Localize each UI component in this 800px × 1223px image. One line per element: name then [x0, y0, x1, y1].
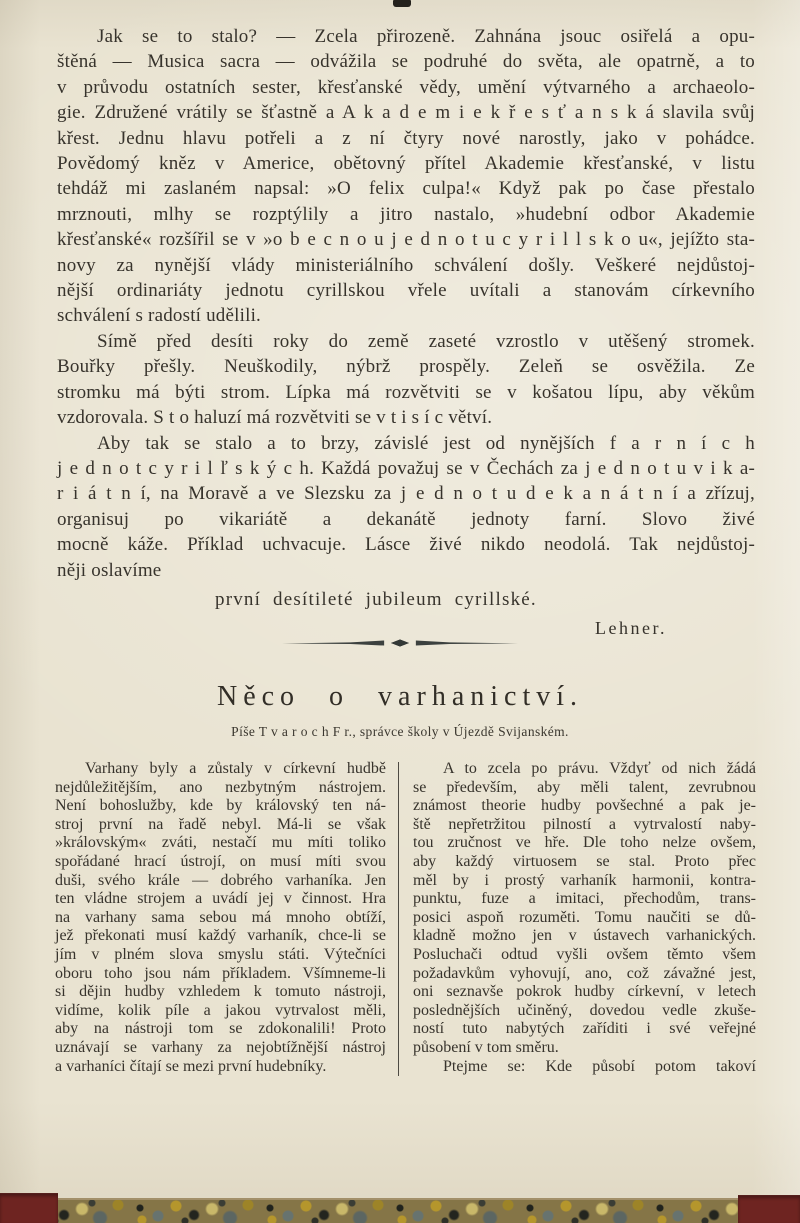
author-signature: Lehner. [595, 618, 667, 639]
column-divider-rule [398, 762, 399, 1076]
paragraph: Aby tak se stalo a to brzy, závislé jest od nynějších f a r n í c h j e d n o t c y r i l ľ s k ý c h. Každá považuj se v Čechách za j e d n o t u v i k a- r i á t n í, na Moravě a ve Slezsku za j e d n o t u d e k a n á t n í a zřízuj, organisuj po vikariátě a dekanátě jednoty farní. Slovo živé mocně káže. Příklad uchvacuje. Lásce živé nikdo neodolá. Tak nejdůstoj- něji oslavíme [57, 432, 755, 581]
binding-edge-strip [0, 1198, 800, 1223]
paragraph: Ptejme se: Kde působí potom takoví [443, 1057, 756, 1075]
marbled-paper-strip [0, 1198, 800, 1223]
section-divider-ornament-icon [281, 634, 519, 652]
article-title: Něco o varhanictví. [216, 681, 584, 712]
paragraph: Varhany byly a zůstaly v církevní hudbě nejdůležitějším, ano nezbytným nástrojem. Není bohoslužby, kde by královský ten ná- stroj první na řadě nebyl. Má-li se však »královským« zváti, nestačí mu míti toliko spořádané hrací ústrojí, on musí míti svou duši, svého krále — dobrého varhaníka. Jen ten vládne strojem a uvádí jej v činnost. Hra na varhany sama sebou má mnoho obtíží, jež překonati musí každý varhaník, chce-li se jím v plném slova smyslu státi. Výtečníci oboru toho jsou nám příkladem. Všímneme-li si dějin hudby vzhledem k tomuto nástroji, vidíme, kolik píle a jakou vytrvalost měli, aby na nástroji tom se zdokonalili! Proto uznávají se varhany za nejobtížnější nástroj a varhaníci čítají se mezi první hudebníky. [55, 760, 386, 1075]
binding-corner-left [0, 1193, 58, 1223]
paragraph: Jak se to stalo? — Zcela přirozeně. Zahnána jsouc osiřelá a opu- štěná — Musica sacra — odvážila se podruhé do světa, ale opatrně, a to v průvodu ostatních sester, křesťanské vědy, umění výtvarného a archaeolo- gie. Združené vrátily se šťastně a A k a d e m i e k ř e s ť a n s k á slavila svůj křest. Jednu hlavu potřeli a z ní čtyry nové narostly, jako v pohádce. Povědomý kněz v Americe, obětovný přítel Akademie křesťanské, v listu tehdáž mi zaslaném napsal: »O felix culpa!« Když pak po čase přestalo mrznouti, mlhy se rozptýlily a jitro nastalo, »hudební odbor Akademie křesťanské« rozšířil se v »o b e c n o u j e d n o t u c y r i l l s k o u«, jejížto sta- novy za nynější vlády ministeriálního schválení došly. Veškeré nejdůstoj- nější ordinariáty jednotu cyrillskou vřele uvítali a stanovám církevního schválení s radostí udělili. [57, 26, 755, 327]
jubilee-line: první desítileté jubileum cyrillské. [215, 588, 537, 610]
ink-smudge [393, 0, 411, 7]
column-left [55, 760, 386, 1076]
paragraph: Símě před desíti roky do země zaseté vzrostlo v utěšený stromek. Bouřky přešly. Neuškodily, nýbrž prospěly. Zeleň se osvěžila. Ze stromku má býti strom. Lípka má rozvětviti se v košatou lípu, aby věkům vzdorovala. S t o haluzí má rozvětviti se v t i s í c větví. [57, 330, 755, 429]
article-byline: Píše T v a r o c h F r., správce školy v Újezdě Svijanském. [231, 724, 569, 739]
binding-corner-right [738, 1195, 800, 1223]
article-lehner [57, 24, 755, 642]
paragraph: A to zcela po právu. Vždyť od nich žádá se především, aby měli talent, zevrubnou známost theorie hudby povšechné a pak je- ště nepřetržitou pilností a vytrvalostí naby- tou zručnost ve hře. Dle toho nelze ovšem, aby každý virtuosem se stal. Proto přec měl by i prostý varhaník harmonii, kontra- punktu, fuze a imitaci, přechodům, trans- posici aspoň rozuměti. Tomu naučiti se dů- kladně možno jen v ústavech varhanických. Posluchači odtud vyšli ovšem těmto všem požadavkům vyhovují, ano, což závažné jest, oni seznavše pokrok hudby církevní, v letech poslednějších učiněný, dovedou vedle zkuše- ností tuto nabytých zaříditi i své veřejné působení v tom směru. [413, 760, 756, 1056]
column-right [413, 760, 756, 1076]
